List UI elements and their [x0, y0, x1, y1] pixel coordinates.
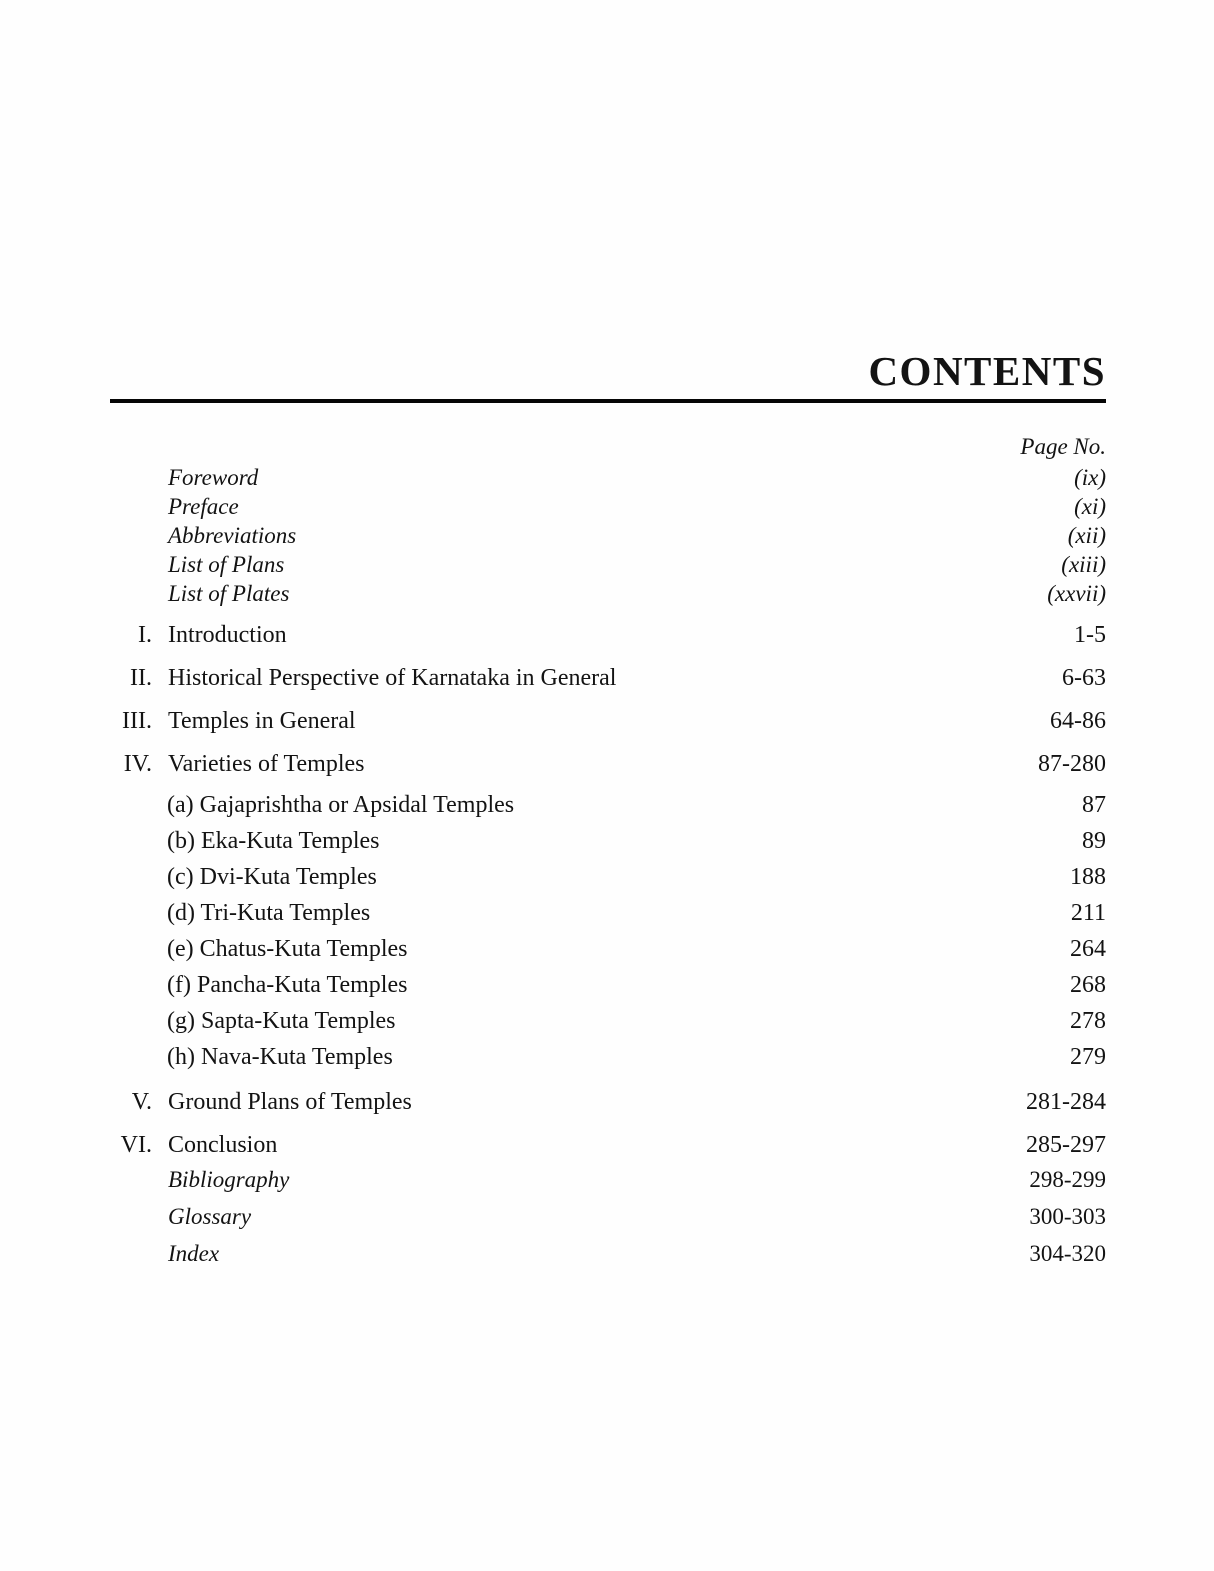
toc-row-sub-c: [110, 859, 1106, 895]
toc-entry-label: Introduction: [168, 622, 287, 648]
toc-entry-page: 279: [1070, 1044, 1106, 1070]
toc-entry-label: (c) Dvi-Kuta Temples: [167, 864, 377, 890]
toc-row-foreword: [110, 463, 1106, 492]
toc-entry-label: List of Plans: [168, 552, 285, 577]
front-matter-section: [110, 463, 1106, 608]
toc-row-chapter-5: [110, 1087, 1106, 1118]
toc-entry-label: (b) Eka-Kuta Temples: [167, 828, 380, 854]
chapter-numeral: VI.: [120, 1132, 152, 1158]
toc-row-sub-b: [110, 823, 1106, 859]
title-rule: [110, 399, 1106, 403]
page-no-column-header: Page No.: [1020, 434, 1106, 459]
toc-entry-label: (a) Gajaprishtha or Apsidal Temples: [167, 792, 515, 818]
toc-row-list-of-plates: [110, 579, 1106, 608]
toc-entry-page: 87: [1082, 792, 1106, 818]
toc-entry-label: (d) Tri-Kuta Temples: [167, 900, 371, 926]
toc-row-sub-e: [110, 931, 1106, 967]
toc-entry-label: (g) Sapta-Kuta Temples: [167, 1008, 396, 1034]
toc-entry-label: Ground Plans of Temples: [168, 1089, 412, 1115]
toc-entry-label: Foreword: [168, 465, 259, 490]
chapter-numeral: III.: [122, 708, 152, 734]
toc-row-abbreviations: [110, 521, 1106, 550]
toc-row-sub-f: [110, 967, 1106, 1003]
toc-entry-page: 278: [1070, 1008, 1106, 1034]
toc-entry-page: (xiii): [1061, 552, 1106, 577]
toc-row-chapter-1: [110, 620, 1106, 651]
toc-entry-page: 285-297: [1026, 1132, 1106, 1158]
toc-row-bibliography: [110, 1161, 1106, 1198]
chapter-4-subsections: [110, 787, 1106, 1075]
toc-row-sub-a: [110, 787, 1106, 823]
toc-entry-page: (ix): [1074, 465, 1106, 490]
toc-content: [110, 0, 1106, 1272]
toc-entry-page: (xi): [1074, 494, 1106, 519]
toc-row-chapter-6: [110, 1130, 1106, 1161]
chapter-numeral: IV.: [123, 751, 152, 777]
toc-row-sub-g: [110, 1003, 1106, 1039]
back-matter-section: [110, 1161, 1106, 1272]
toc-row-list-of-plans: [110, 550, 1106, 579]
toc-row-glossary: [110, 1198, 1106, 1235]
toc-entry-page: 1-5: [1074, 622, 1106, 648]
chapter-numeral: V.: [131, 1089, 152, 1115]
toc-entry-page: 188: [1070, 864, 1106, 890]
toc-entry-page: 304-320: [1029, 1241, 1106, 1266]
toc-entry-page: 281-284: [1026, 1089, 1106, 1115]
toc-entry-page: (xii): [1067, 523, 1106, 548]
toc-entry-page: 268: [1070, 972, 1106, 998]
toc-row-preface: [110, 492, 1106, 521]
toc-row-chapter-4: [110, 749, 1106, 780]
toc-entry-label: Abbreviations: [168, 523, 297, 548]
toc-entry-label: (e) Chatus-Kuta Temples: [167, 936, 408, 962]
toc-entry-label: (h) Nava-Kuta Temples: [167, 1044, 393, 1070]
toc-row-sub-h: [110, 1039, 1106, 1075]
toc-entry-page: (xxvii): [1047, 581, 1106, 606]
toc-entry-page: 264: [1070, 936, 1106, 962]
toc-entry-label: Varieties of Temples: [168, 751, 365, 777]
toc-entry-page: 211: [1070, 900, 1106, 926]
toc-entry-label: Bibliography: [168, 1167, 290, 1192]
chapter-numeral: II.: [130, 665, 152, 691]
toc-entry-label: Temples in General: [168, 708, 356, 734]
toc-entry-label: (f) Pancha-Kuta Temples: [167, 972, 408, 998]
toc-row-index: [110, 1235, 1106, 1272]
toc-row-chapter-2: [110, 663, 1106, 694]
toc-entry-label: Glossary: [168, 1204, 252, 1229]
toc-row-chapter-3: [110, 706, 1106, 737]
toc-entry-page: 298-299: [1029, 1167, 1106, 1192]
toc-entry-page: 300-303: [1029, 1204, 1106, 1229]
toc-entry-label: Index: [168, 1241, 220, 1266]
toc-entry-label: Historical Perspective of Karnataka in General: [168, 665, 617, 691]
chapter-numeral: I.: [138, 622, 152, 648]
toc-entry-label: Conclusion: [168, 1132, 278, 1158]
toc-entry-page: 89: [1082, 828, 1106, 854]
page-title: CONTENTS: [868, 348, 1106, 394]
toc-entry-label: List of Plates: [168, 581, 290, 606]
toc-entry-page: 6-63: [1062, 665, 1106, 691]
toc-row-sub-d: [110, 895, 1106, 931]
toc-entry-page: 64-86: [1050, 708, 1106, 734]
toc-entry-label: Preface: [168, 494, 239, 519]
toc-entry-page: 87-280: [1038, 751, 1106, 777]
